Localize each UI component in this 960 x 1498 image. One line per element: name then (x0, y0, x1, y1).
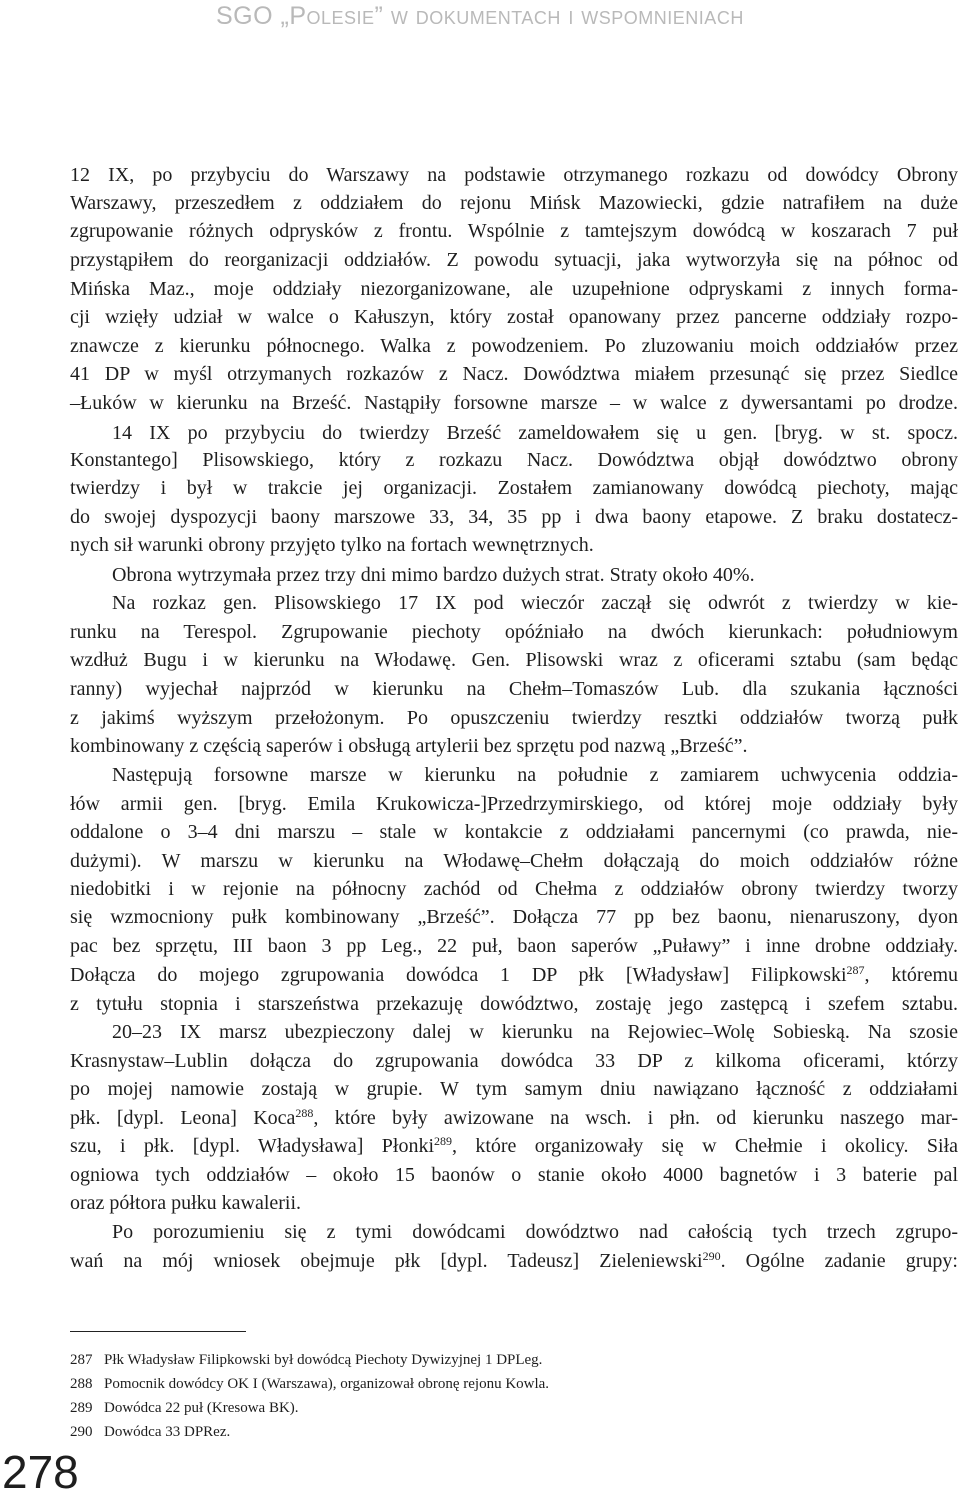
text-line-content: 20–23 IX marsz ubezpieczony dalej w kierunku na Rejowiec–Wolę Sobieską. Na szosie (112, 1021, 958, 1043)
footnote-text: Dowódca 22 puł (Kresowa BK). (104, 1400, 299, 1416)
text-line (112, 760, 958, 790)
text-line-content: Obrona wytrzymała przez trzy dni mimo bardzo dużych strat. Straty około 40%. (112, 564, 755, 586)
text-line (70, 331, 958, 361)
running-header: SGO „Polesie” w dokumentach i wspomnieniach (216, 2, 744, 30)
footnote-reference[interactable]: 288 (295, 1106, 314, 1120)
footnote (70, 1349, 542, 1371)
text-line-content: zgrupowanie różnych odprysków z frontu. Wspólnie z tamtejszym dowódcą w koszarach 7 puł (70, 220, 958, 242)
text-line (70, 789, 958, 819)
text-line-content: oraz półtora pułku kawalerii. (70, 1192, 302, 1214)
text-line (70, 989, 958, 1019)
footnote-reference[interactable]: 290 (702, 1249, 721, 1263)
text-line-content: 12 IX, po przybyciu do Warszawy na podstawie otrzymanego rozkazu od dowódcy Obrony (70, 164, 958, 186)
text-line-content: przystąpiłem do reorganizacji oddziałów. Z powodu sytuacji, jaka wytworzyła się na północ od (70, 249, 958, 271)
text-line-content: runku na Terespol. Zgrupowanie piechoty opóźniało na dwóch kierunkach: południowym (70, 621, 958, 643)
text-line-continuation: . Ogólne zadanie grupy: (720, 1250, 958, 1272)
text-line-content: cji wzięły udział w walce o Kałuszyn, który został opanowany przez pancerne oddziały rozpo- (70, 306, 958, 328)
text-line-content: dużymi). W marszu w kierunku na Włodawę–Chełm dołączają do moich oddziałów różne (70, 850, 958, 872)
text-line (112, 418, 958, 448)
text-line-content: –Łuków w kierunku na Brześć. Nastąpiły forsowne marsze – w walce z dywersantami po drodze. (70, 392, 958, 414)
text-line (70, 817, 958, 847)
text-line (70, 160, 958, 190)
text-line-content: twierdzy i był w trakcie jej organizacji. Zostałem zamianowany dowódcą piechoty, mając (70, 477, 958, 499)
text-line (70, 1246, 958, 1276)
text-line (112, 588, 958, 618)
text-line-content: Mińska Maz., moje oddziały niezorganizowane, ale uzupełnione odpryskami z innych forma- (70, 278, 958, 300)
text-line (70, 274, 958, 304)
text-line (70, 188, 958, 218)
text-line-content: się wzmocniony pułk kombinowany „Brześć”. Dołącza 77 pp bez baonu, nienaruszony, dyon (70, 906, 958, 928)
footnote-number: 288 (70, 1376, 93, 1392)
text-line (70, 302, 958, 332)
footnote-reference[interactable]: 287 (846, 963, 865, 977)
text-line-content: z jakimś wyższym przełożonym. Po opuszczeniu twierdzy resztki oddziałów tworzą pułk (70, 707, 958, 729)
text-line (70, 473, 958, 503)
text-line (112, 560, 958, 590)
text-line-content: Po porozumieniu się z tymi dowódcami dowództwo nad całością tych trzech zgrupo- (112, 1221, 958, 1243)
text-line (70, 645, 958, 675)
text-line (70, 445, 958, 475)
footnote (70, 1373, 549, 1395)
footnote-number: 290 (70, 1424, 93, 1440)
text-line (70, 1188, 958, 1218)
text-line (70, 1046, 958, 1076)
text-line-content: Warszawy, przeszedłem z oddziałem do rejonu Mińsk Mazowiecki, gdzie natrafiłem na duże (70, 192, 958, 214)
text-line-content: ogniowa tych oddziałów – około 15 baonów o stanie około 4000 bagnetów i 3 baterie pal (70, 1164, 958, 1186)
text-line (70, 931, 958, 961)
text-line (70, 1103, 958, 1133)
text-line-content: nych sił warunki obrony przyjęto tylko na fortach wewnętrznych. (70, 534, 594, 556)
text-line (70, 731, 958, 761)
text-line-content: wań na mój wniosek obejmuje płk [dypl. Tadeusz] Zieleniewski (70, 1250, 703, 1272)
footnote-reference[interactable]: 289 (434, 1134, 453, 1148)
text-line (70, 846, 958, 876)
text-line (70, 530, 958, 560)
text-line (70, 388, 958, 418)
page-number: 278 (2, 1446, 79, 1498)
text-line-content: po mojej namowie zostają w grupie. W tym samym dniu nawiązano łączność z oddziałami (70, 1078, 958, 1100)
text-line (70, 617, 958, 647)
footnote-text: Płk Władysław Filipkowski był dowódcą Piechoty Dywizyjnej 1 DPLeg. (104, 1352, 543, 1368)
text-line-content: do swojej dyspozycji baony marszowe 33, 34, 35 pp i dwa baony etapowe. Z braku dostatecz- (70, 506, 958, 528)
footnote-divider (70, 1331, 246, 1332)
footnote-text: Pomocnik dowódcy OK I (Warszawa), organizował obronę rejonu Kowla. (104, 1376, 550, 1392)
text-line-content: 41 DP w myśl otrzymanych rozkazów z Nacz. Dowództwa miałem przesunąć się przez Siedlce (70, 363, 958, 385)
text-line (70, 216, 958, 246)
footnote-text: Dowódca 33 DPRez. (104, 1424, 231, 1440)
text-line (70, 902, 958, 932)
text-line-content: Konstantego] Plisowskiego, który z rozkazu Nacz. Dowództwa objął dowództwo obrony (70, 449, 958, 471)
text-line-content: ranny) wyjechał najprzód w kierunku na Chełm–Tomaszów Lub. dla szukania łączności (70, 678, 958, 700)
text-line-continuation: , któremu (864, 964, 959, 986)
text-line (70, 1074, 958, 1104)
text-line-content: Dołącza do mojego zgrupowania dowódca 1 DP płk [Władysław] Filipkowski (70, 964, 847, 986)
text-line-content: niedobitki i w rejonie na północny zachód od Chełma z oddziałów obrony twierdzy tworzy (70, 878, 958, 900)
text-line (70, 1160, 958, 1190)
text-line (70, 674, 958, 704)
text-line-content: z tytułu stopnia i starszeństwa przekazuję dowództwo, zostaję jego zastępcą i szefem sztabu. (70, 993, 958, 1015)
text-line-continuation: , które były awizowane na wsch. i płn. od kierunku naszego mar- (313, 1107, 958, 1129)
text-line-content: Na rozkaz gen. Plisowskiego 17 IX pod wieczór zaczął się odwrót z twierdzy w kie- (112, 592, 958, 614)
text-line-content: łów armii gen. [bryg. Emila Krukowicza-]Przedrzymirskiego, od której moje oddziały były (70, 793, 958, 815)
text-line-content: Krasnystaw–Lublin dołącza do zgrupowania dowódca 33 DP z kilkoma oficerami, którzy (70, 1050, 958, 1072)
text-line-content: 14 IX po przybyciu do twierdzy Brześć zameldowałem się u gen. [bryg. w st. spocz. (112, 422, 958, 444)
text-line (70, 502, 958, 532)
text-line-content: płk. [dypl. Leona] Koca (70, 1107, 296, 1129)
text-line-continuation: , które organizowały się w Chełmie i okolicy. Siła (452, 1135, 958, 1157)
text-line-content: oddalone o 3–4 dni marszu – stale w kontakcie z oddziałami pancernymi (co prawda, nie- (70, 821, 958, 843)
text-line-content: szu, i płk. [dypl. Władysława] Płonki (70, 1135, 435, 1157)
text-line (70, 703, 958, 733)
text-line (70, 960, 958, 990)
footnote-number: 289 (70, 1400, 93, 1416)
text-line-content: kombinowany z częścią saperów i obsługą artylerii bez sprzętu pod nazwą „Brześć”. (70, 735, 748, 757)
footnote (70, 1397, 299, 1419)
text-line (70, 245, 958, 275)
text-line-content: wzdłuż Bugu i w kierunku na Włodawę. Gen. Plisowski wraz z oficerami sztabu (sam będąc (70, 649, 958, 671)
text-line-content: pac bez sprzętu, III baon 3 pp Leg., 22 puł, baon saperów „Puławy” i inne drobne oddziały. (70, 935, 958, 957)
text-line-content: znawcze z kierunku północnego. Walka z powodzeniem. Po zluzowaniu moich oddziałów przez (70, 335, 958, 357)
text-line (70, 1131, 958, 1161)
footnote-number: 287 (70, 1352, 93, 1368)
footnote (70, 1421, 230, 1443)
text-line (112, 1017, 958, 1047)
text-line (70, 359, 958, 389)
text-line-content: Następują forsowne marsze w kierunku na południe z zamiarem uchwycenia oddzia- (112, 764, 958, 786)
text-line (112, 1217, 958, 1247)
text-line (70, 874, 958, 904)
